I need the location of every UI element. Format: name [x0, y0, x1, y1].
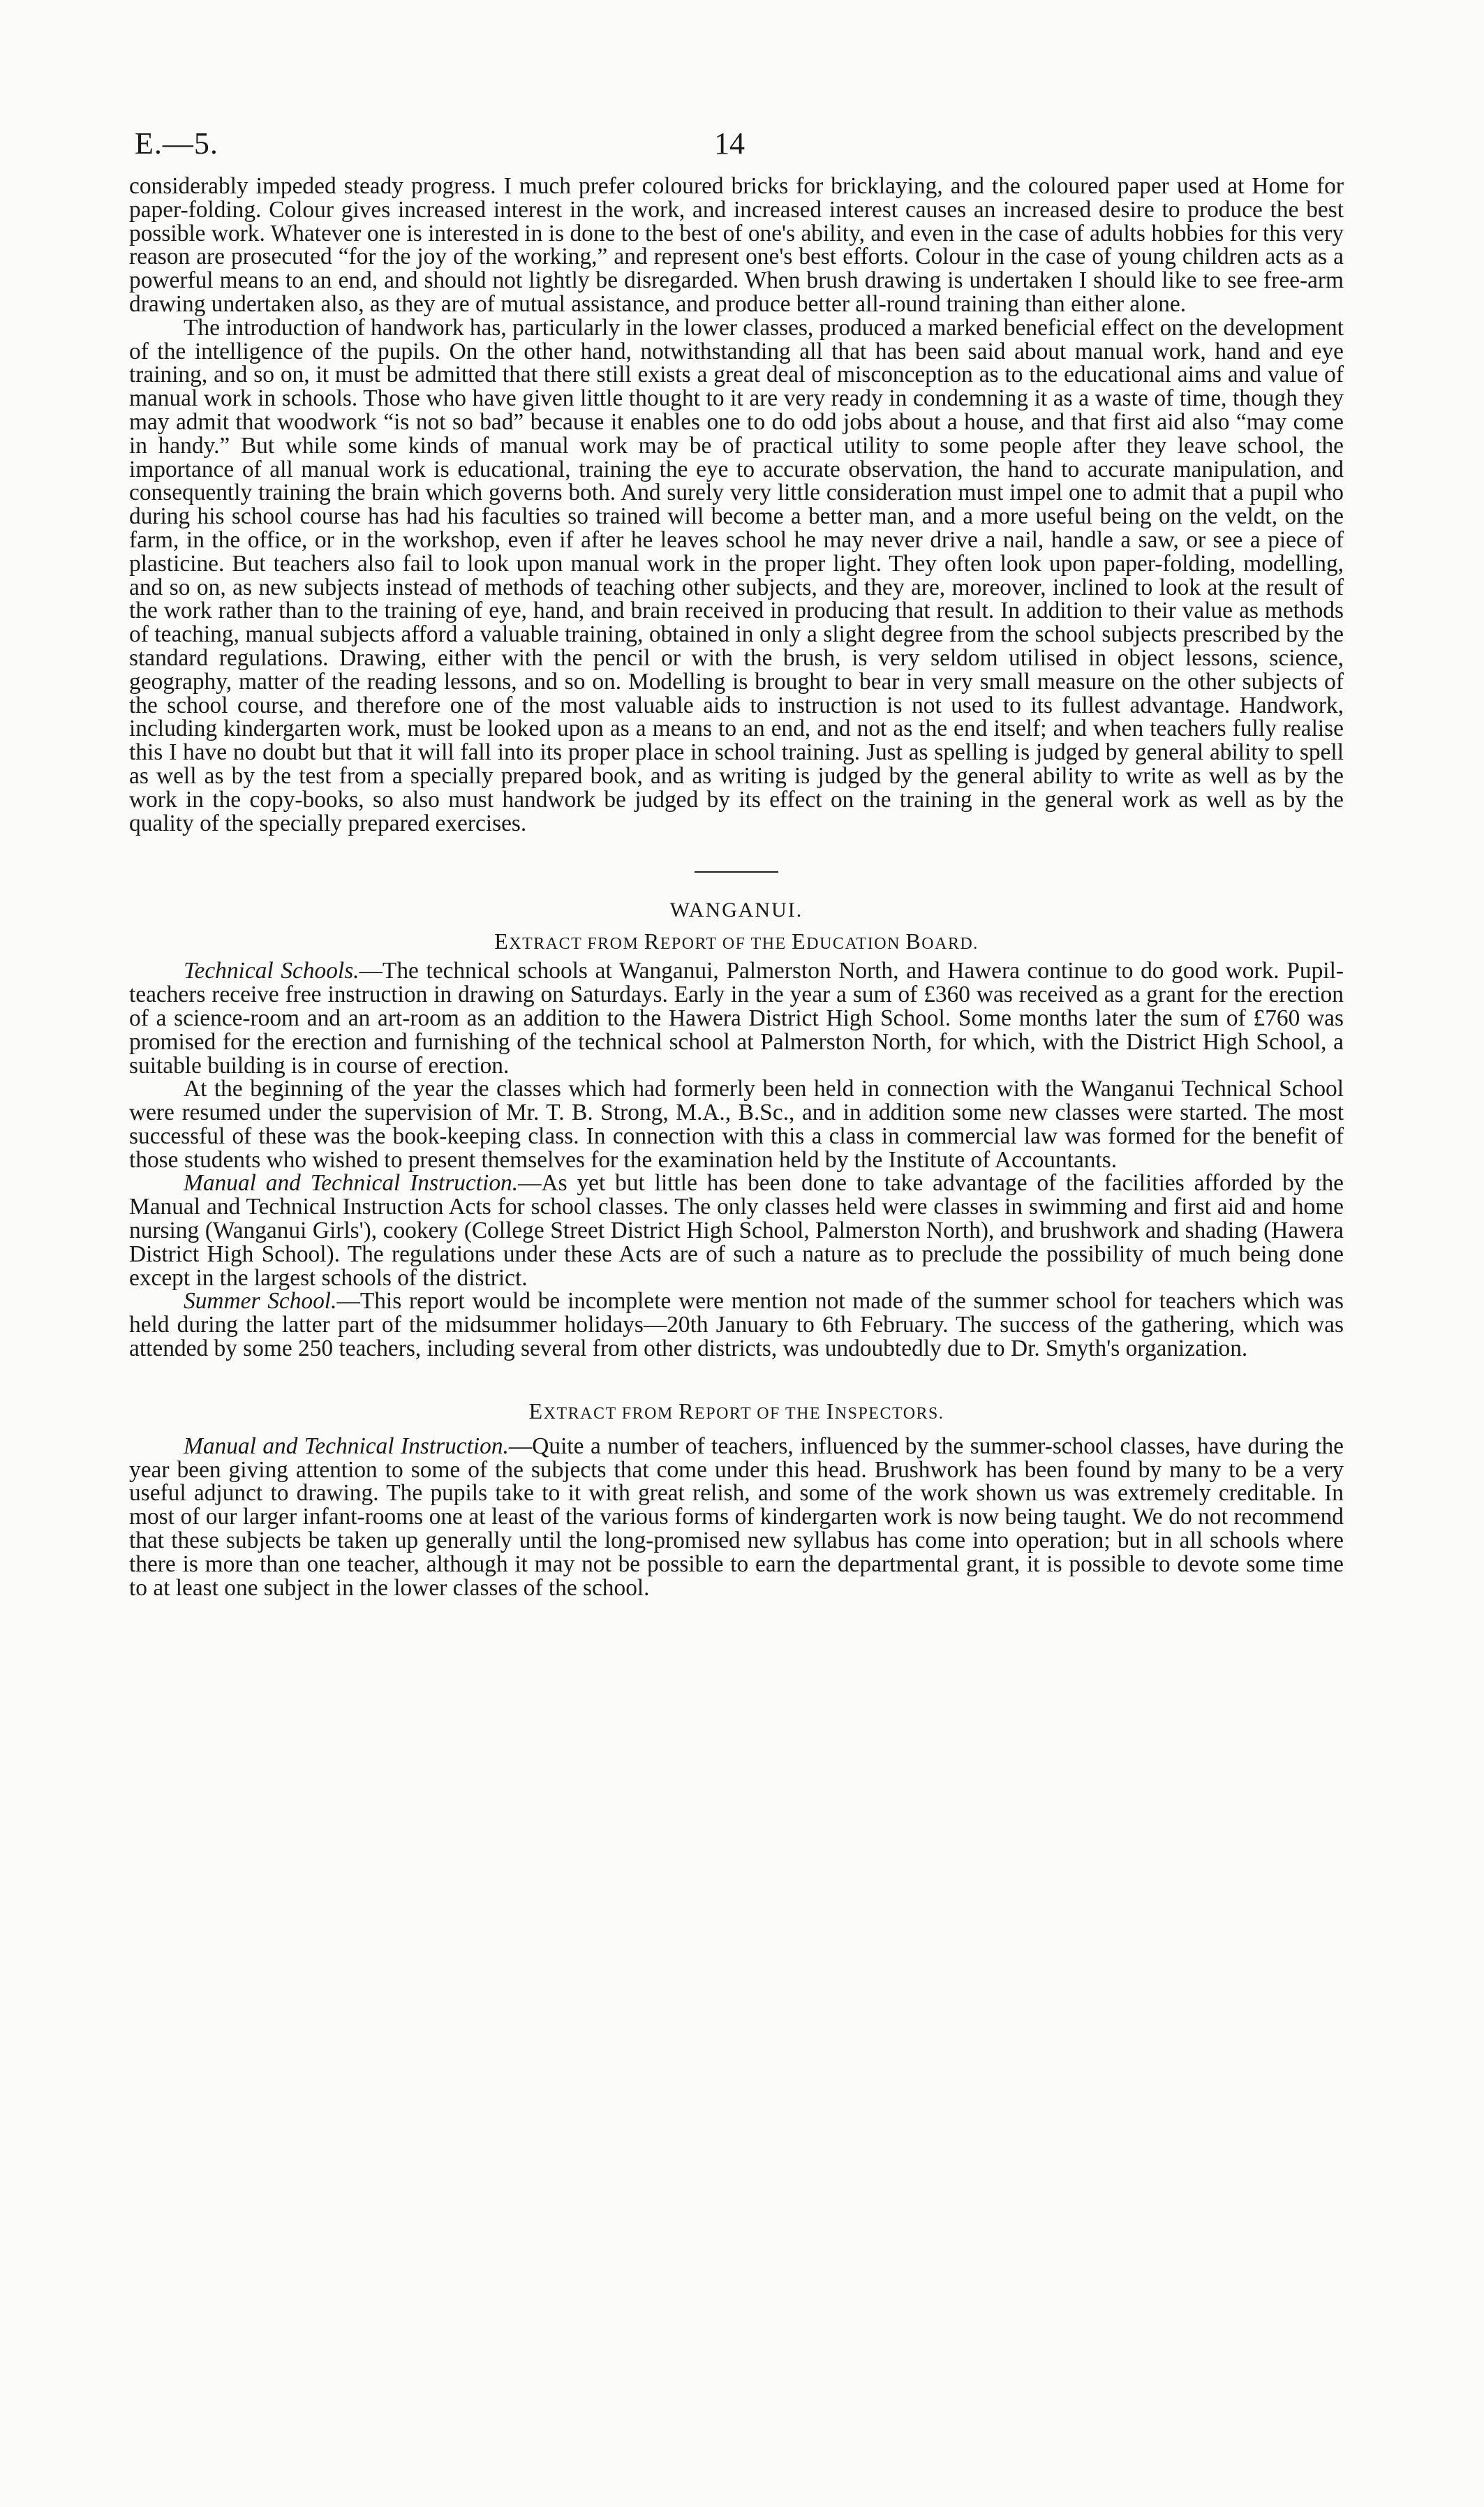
section-divider — [695, 871, 778, 873]
paragraph-continued: considerably impeded steady progress. I much prefer coloured bricks for bricklaying, and the coloured paper used at Home for paper-folding. Colour gives increased interest in the work, and increased interest causes an increased desire to produce the best possible work. Whatever one is interested in is done to the best of one's ability, and even in the case of adults hobbies for this very reason are prosecuted “for the joy of the working,” and represent one's best efforts. Colour in the case of young children acts as a powerful means to an end, and should not lightly be disregarded. When brush drawing is undertaken I should like to see free-arm drawing undertaken also, as they are of mutual assistance, and produce better all-round training than either alone. — [129, 173, 1344, 317]
title-smallcaps: OARD. — [921, 935, 979, 954]
document-page — [129, 119, 1344, 1599]
title-smallcaps: XTRACT FROM — [543, 1404, 679, 1423]
extract-title-education-board — [129, 927, 1344, 958]
body-summer-school: —This report would be incomplete were mention not made of the summer school for teachers which was held during the latter part of the midsummer holidays—20th January to 6th February. The success of the gathering, which was attended by some 250 teachers, including several from other districts, was undoubtedly due to Dr. Smyth's organization. — [129, 1288, 1344, 1362]
title-smallcaps: EPORT OF THE — [695, 1404, 826, 1423]
title-letter: B — [905, 929, 922, 954]
paragraph-technical-schools — [129, 959, 1344, 1077]
paragraph-handwork: The introduction of handwork has, particularly in the lower classes, produced a marked beneficial effect on the development of the intelligence of the pupils. On the other hand, notwithstanding all that has been said about manual work, hand and eye training, and so on, it must be admitted that there still exists a great deal of misconception as to the educational aims and value of manual work in schools. Those who have given little thought to it are very ready in condemning it as a waste of time, though they may admit that woodwork “is not so bad” because it enables one to do odd jobs about a house, and that first aid also “may come in handy.” But while some kinds of manual work may be of practical utility to some people after they leave school, the importance of all manual work is educational, training the eye to accurate observation, the hand to accurate manipulation, and consequently training the brain which governs both. And surely very little consideration must impel one to admit that a pupil who during his school course has had his faculties so trained will become a better man, and a more useful being on the veldt, on the farm, in the office, or in the workshop, even if after he leaves school he may never drive a nail, handle a saw, or see a piece of plasticine. But teachers also fail to look upon manual work in the proper light. They often look upon paper-folding, modelling, and so on, as new subjects instead of methods of teaching other subjects, and they are, moreover, inclined to look at the result of the work rather than to the training of eye, hand, and brain received in producing that result. In addition to their value as methods of teaching, manual subjects afford a valuable training, obtained in only a slight degree from the school subjects prescribed by the standard regulations. Drawing, either with the pencil or with the brush, is very seldom utilised in object lessons, science, geography, matter of the reading lessons, and so on. Modelling is brought to bear in very small measure on the other subjects of the school course, and therefore one of the most valuable aids to instruction is not used to its fullest advantage. Handwork, including kindergarten work, must be looked upon as a means to an end, and not as the end itself; and when teachers fully realise this I have no doubt but that it will fall into its proper place in school training. Just as spelling is judged by general ability to spell as well as by the test from a specially prepared book, and as writing is judged by the general ability to write as well as by the work in the copy-books, so also must handwork be judged by its effect on the training in the general work as well as by the quality of the specially prepared exercises. — [129, 314, 1344, 836]
page-number: 14 — [714, 126, 745, 161]
body-manual-technical: —As yet but little has been done to take advantage of the facilities afforded by the Manual and Technical Instruction Acts for school classes. The only classes held were classes in swimming and first aid and home nursing (Wanganui Girls'), cookery (College Street District High School, Palmerston North), and brushwork and shading (Hawera District High School). The regulations under these Acts are of such a nature as to preclude the possibility of much being done except in the largest schools of the district. — [129, 1170, 1344, 1291]
title-letter: E — [494, 929, 510, 954]
title-letter: I — [826, 1398, 835, 1423]
heading-summer-school: Summer School. — [184, 1288, 337, 1315]
title-letter: R — [644, 929, 660, 954]
title-letter: R — [678, 1398, 695, 1423]
title-smallcaps: DUCATION — [806, 935, 906, 954]
paragraph-inspectors-manual — [129, 1435, 1344, 1600]
document-code: E.—5. — [135, 126, 218, 161]
title-smallcaps: NSPECTORS. — [834, 1404, 944, 1423]
page-header — [129, 119, 1344, 175]
title-smallcaps: EPORT OF THE — [660, 935, 792, 954]
body-inspectors-manual: —Quite a number of teachers, influenced by the summer-school classes, have during the year been giving attention to some of the subjects that come under this head. Brushwork has been found by many to be a very useful adjunct to drawing. The pupils take to it with great relish, and some of the work shown us was extremely creditable. In most of our larger infant-rooms one at least of the various forms of kindergarten work is now being taught. We do not recommend that these subjects be taken up generally until the long-promised new syllabus has come into operation; but in all schools where there is more than one teacher, although it may not be possible to earn the departmental grant, it is possible to devote some time to at least one subject in the lower classes of the school. — [129, 1433, 1344, 1601]
extract-title-inspectors — [129, 1397, 1344, 1428]
section-title-wanganui: WANGANUI. — [669, 898, 803, 922]
heading-technical-schools: Technical Schools. — [184, 958, 359, 984]
title-letter: E — [528, 1398, 544, 1423]
title-letter: E — [792, 929, 807, 954]
paragraph-manual-technical — [129, 1171, 1344, 1289]
body-technical-schools: —The technical schools at Wanganui, Palmerston North, and Hawera continue to do good work. Pupil-teachers receive free instruction in drawing on Saturdays. Early in the year a sum of £360 was received as a grant for the erection of a science-room and an art-room as an addition to the Hawera District High School. Some months later the sum of £760 was promised for the erection and furnishing of the technical school at Palmerston North, for which, with the District High School, a suitable building is in course of erection. — [129, 958, 1344, 1079]
title-smallcaps: XTRACT FROM — [509, 935, 644, 954]
paragraph-classes: At the beginning of the year the classes which had formerly been held in connection with the Wanganui Technical School were resumed under the supervision of Mr. T. B. Strong, M.A., B.Sc., and in addition some new classes were started. The most successful of these was the book-keeping class. In connection with this a class in commercial law was formed for the benefit of those students who wished to present themselves for the examination held by the Institute of Accountants. — [129, 1076, 1344, 1173]
heading-inspectors-manual: Manual and Technical Instruction. — [184, 1433, 509, 1459]
heading-manual-technical: Manual and Technical Instruction. — [184, 1170, 519, 1197]
paragraph-summer-school — [129, 1289, 1344, 1360]
